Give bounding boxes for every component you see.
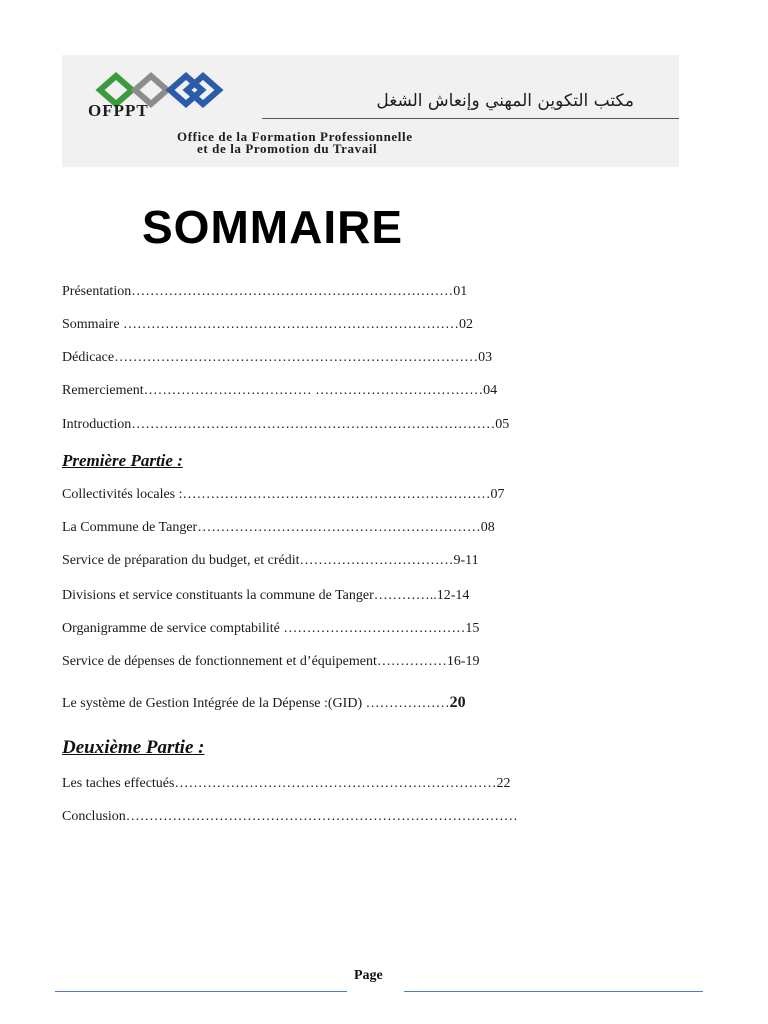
toc-entry: Collectivités locales :…………………………………………………………07 bbox=[62, 487, 505, 502]
toc-entry: Conclusion………………………………………………………………………… bbox=[62, 809, 518, 824]
logo-text: OFPPT bbox=[88, 101, 149, 120]
banner-subtitle-line2: et de la Promotion du Travail bbox=[197, 141, 378, 156]
footer-rule-right bbox=[404, 991, 703, 992]
section-heading-part2: Deuxième Partie : bbox=[62, 737, 205, 758]
toc-entry: Les taches effectués……………………………………………………………22 bbox=[62, 776, 511, 791]
page-title: SOMMAIRE bbox=[142, 201, 403, 253]
toc-entry: Présentation……………………………………………………………01 bbox=[62, 284, 468, 299]
toc-entry: Organigramme de service comptabilité …………………………………15 bbox=[62, 621, 480, 636]
toc-entry: Dédicace……………………………………………………………………03 bbox=[62, 350, 493, 365]
toc-entry: La Commune de Tanger…………………….………………………………08 bbox=[62, 520, 495, 535]
header-banner bbox=[62, 55, 679, 167]
toc-entry: Sommaire ………………………………………………………………02 bbox=[62, 317, 474, 332]
toc-entry bbox=[62, 694, 466, 712]
toc-entry: Remerciement……………………………… ………………………………04 bbox=[62, 383, 498, 398]
page-label: Page bbox=[354, 968, 383, 983]
section-heading-part1: Première Partie : bbox=[62, 451, 183, 470]
arabic-title: مكتب التكوين المهني وإنعاش الشغل bbox=[376, 91, 634, 111]
toc-entry-text: Le système de Gestion Intégrée de la Dépense :(GID) ……………… bbox=[62, 696, 450, 711]
toc-entry: Introduction……………………………………………………………………05 bbox=[62, 417, 510, 432]
toc-entry: Divisions et service constituants la commune de Tanger…………..12-14 bbox=[62, 588, 470, 603]
toc-entry-page: 20 bbox=[449, 694, 466, 711]
toc-entry: Service de dépenses de fonctionnement et d’équipement……………16-19 bbox=[62, 654, 480, 669]
toc-entry: Service de préparation du budget, et crédit……………………………9-11 bbox=[62, 553, 479, 568]
banner-divider bbox=[262, 118, 679, 119]
footer-rule-left bbox=[55, 991, 347, 992]
banner-subtitle-line1: Office de la Formation Professionnelle bbox=[177, 129, 413, 144]
